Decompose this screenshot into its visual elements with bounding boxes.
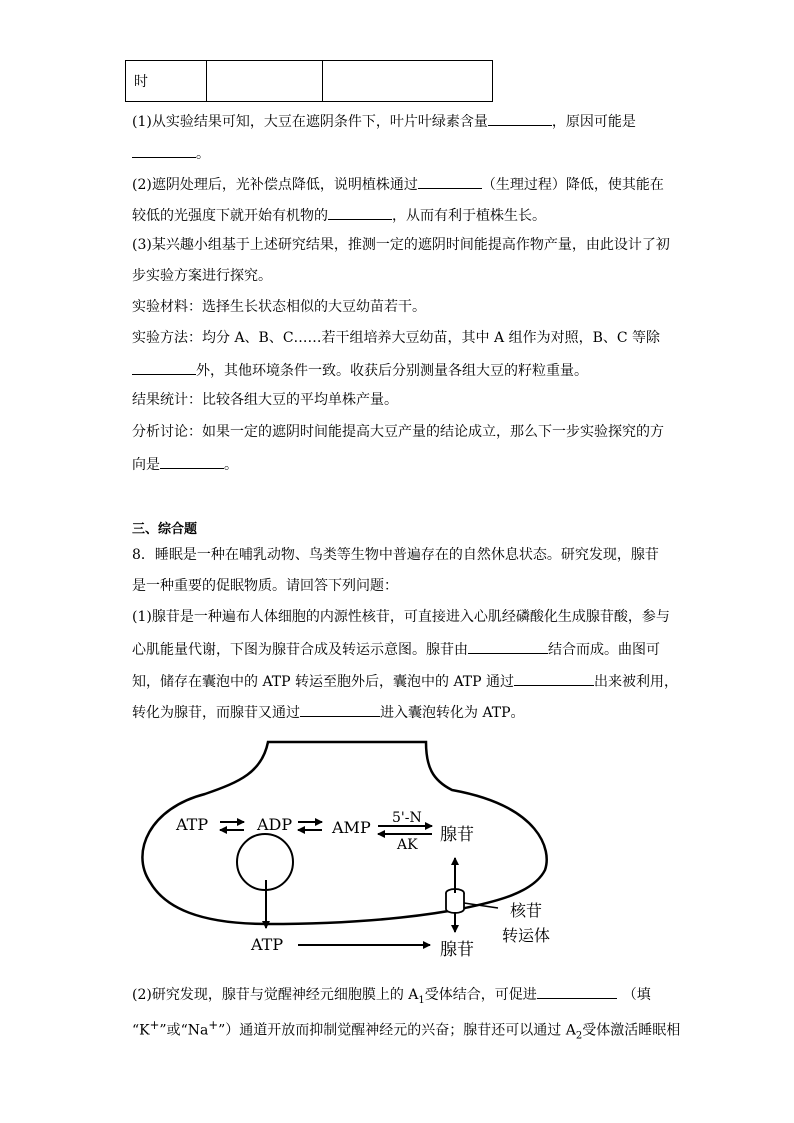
table-cell: 时 — [126, 61, 207, 102]
q8-p1-line-4: 转化为腺苷，而腺苷又通过 进入囊泡转化为 ATP。 — [132, 701, 667, 723]
amp-label: AMP — [332, 818, 371, 837]
q3-line-2: 步实验方案进行探究。 — [132, 268, 272, 284]
adenosine-inside-label: 腺苷 — [440, 825, 474, 845]
q8-p2-line-1: (2)研究发现，腺苷与觉醒神经元细胞膜上的 $A_1$受体结合，可促进 （填 — [132, 983, 667, 1011]
q8-p1-line-1: (1)腺苷是一种遍布人体细胞的内源性核苷，可直接进入心肌经磷酸化生成腺苷酸，参与 — [132, 609, 670, 625]
atp-top-label: ATP — [176, 815, 209, 834]
q2-line-2: 较低的光强度下就开始有机物的 ，从而有利于植株生长。 — [132, 204, 667, 226]
q8-p1-line-3: 知，储存在囊泡中的 ATP 转运至胞外后，囊泡中的 ATP 通过 出来被利用， — [132, 670, 667, 692]
atp-bottom-label: ATP — [251, 935, 284, 954]
adp-label: ADP — [257, 815, 293, 834]
transporter-label-line2: 转运体 — [502, 926, 551, 945]
enzyme-ak-label: AK — [397, 837, 418, 853]
q8-intro-2: 是一种重要的促眠物质。请回答下列问题： — [132, 578, 398, 594]
q1-line-1: (1)从实验结果可知，大豆在遮阴条件下，叶片叶绿素含量 ，原因可能是 — [132, 110, 667, 132]
q3-stats: 结果统计：比较各组大豆的平均单株产量。 — [132, 392, 398, 408]
q8-p1-line-2: 心肌能量代谢，下图为腺苷合成及转运示意图。腺苷由 结合而成。曲图可 — [132, 638, 667, 660]
transporter-body — [446, 893, 464, 913]
q3-method-2: 外，其他环境条件一致。收获后分别测量各组大豆的籽粒重量。 — [132, 359, 667, 381]
q8-intro-1: 8．睡眠是一种在哺乳动物、鸟类等生物中普遍存在的自然休息状态。研究发现，腺苷 — [132, 547, 659, 563]
q3-discussion-2: 向是 。 — [132, 453, 667, 475]
q8-p2-line-2: “K+”或“Na+”）通道开放而抑制觉醒神经元的兴奋；腺苷还可以通过 $A_2$受体激活睡眠相 — [132, 1018, 681, 1042]
enzyme-5n-label: 5'-N — [392, 810, 422, 826]
q2-line-1: (2)遮阴处理后，光补偿点降低，说明植株通过 （生理过程）降低，使其能在 — [132, 173, 667, 195]
q3-discussion-1: 分析讨论：如果一定的遮阴时间能提高大豆产量的结论成立，那么下一步实验探究的方 — [132, 424, 664, 440]
transporter-label-line1: 核苷 — [510, 901, 543, 920]
adenosine-outside-label: 腺苷 — [440, 940, 474, 960]
q3-method-1: 实验方法：均分 A、B、C……若干组培养大豆幼苗，其中 A 组作为对照，B、C 等除 — [132, 330, 661, 346]
section-title: 三、综合题 — [132, 522, 198, 537]
answer-blank[interactable] — [537, 983, 617, 999]
q3-line-1: (3)某兴趣小组基于上述研究结果，推测一定的遮阴时间能提高作物产量，由此设计了初 — [132, 237, 670, 253]
q3-materials: 实验材料：选择生长状态相似的大豆幼苗若干。 — [132, 299, 426, 315]
q1-line-2: 。 — [132, 142, 667, 164]
